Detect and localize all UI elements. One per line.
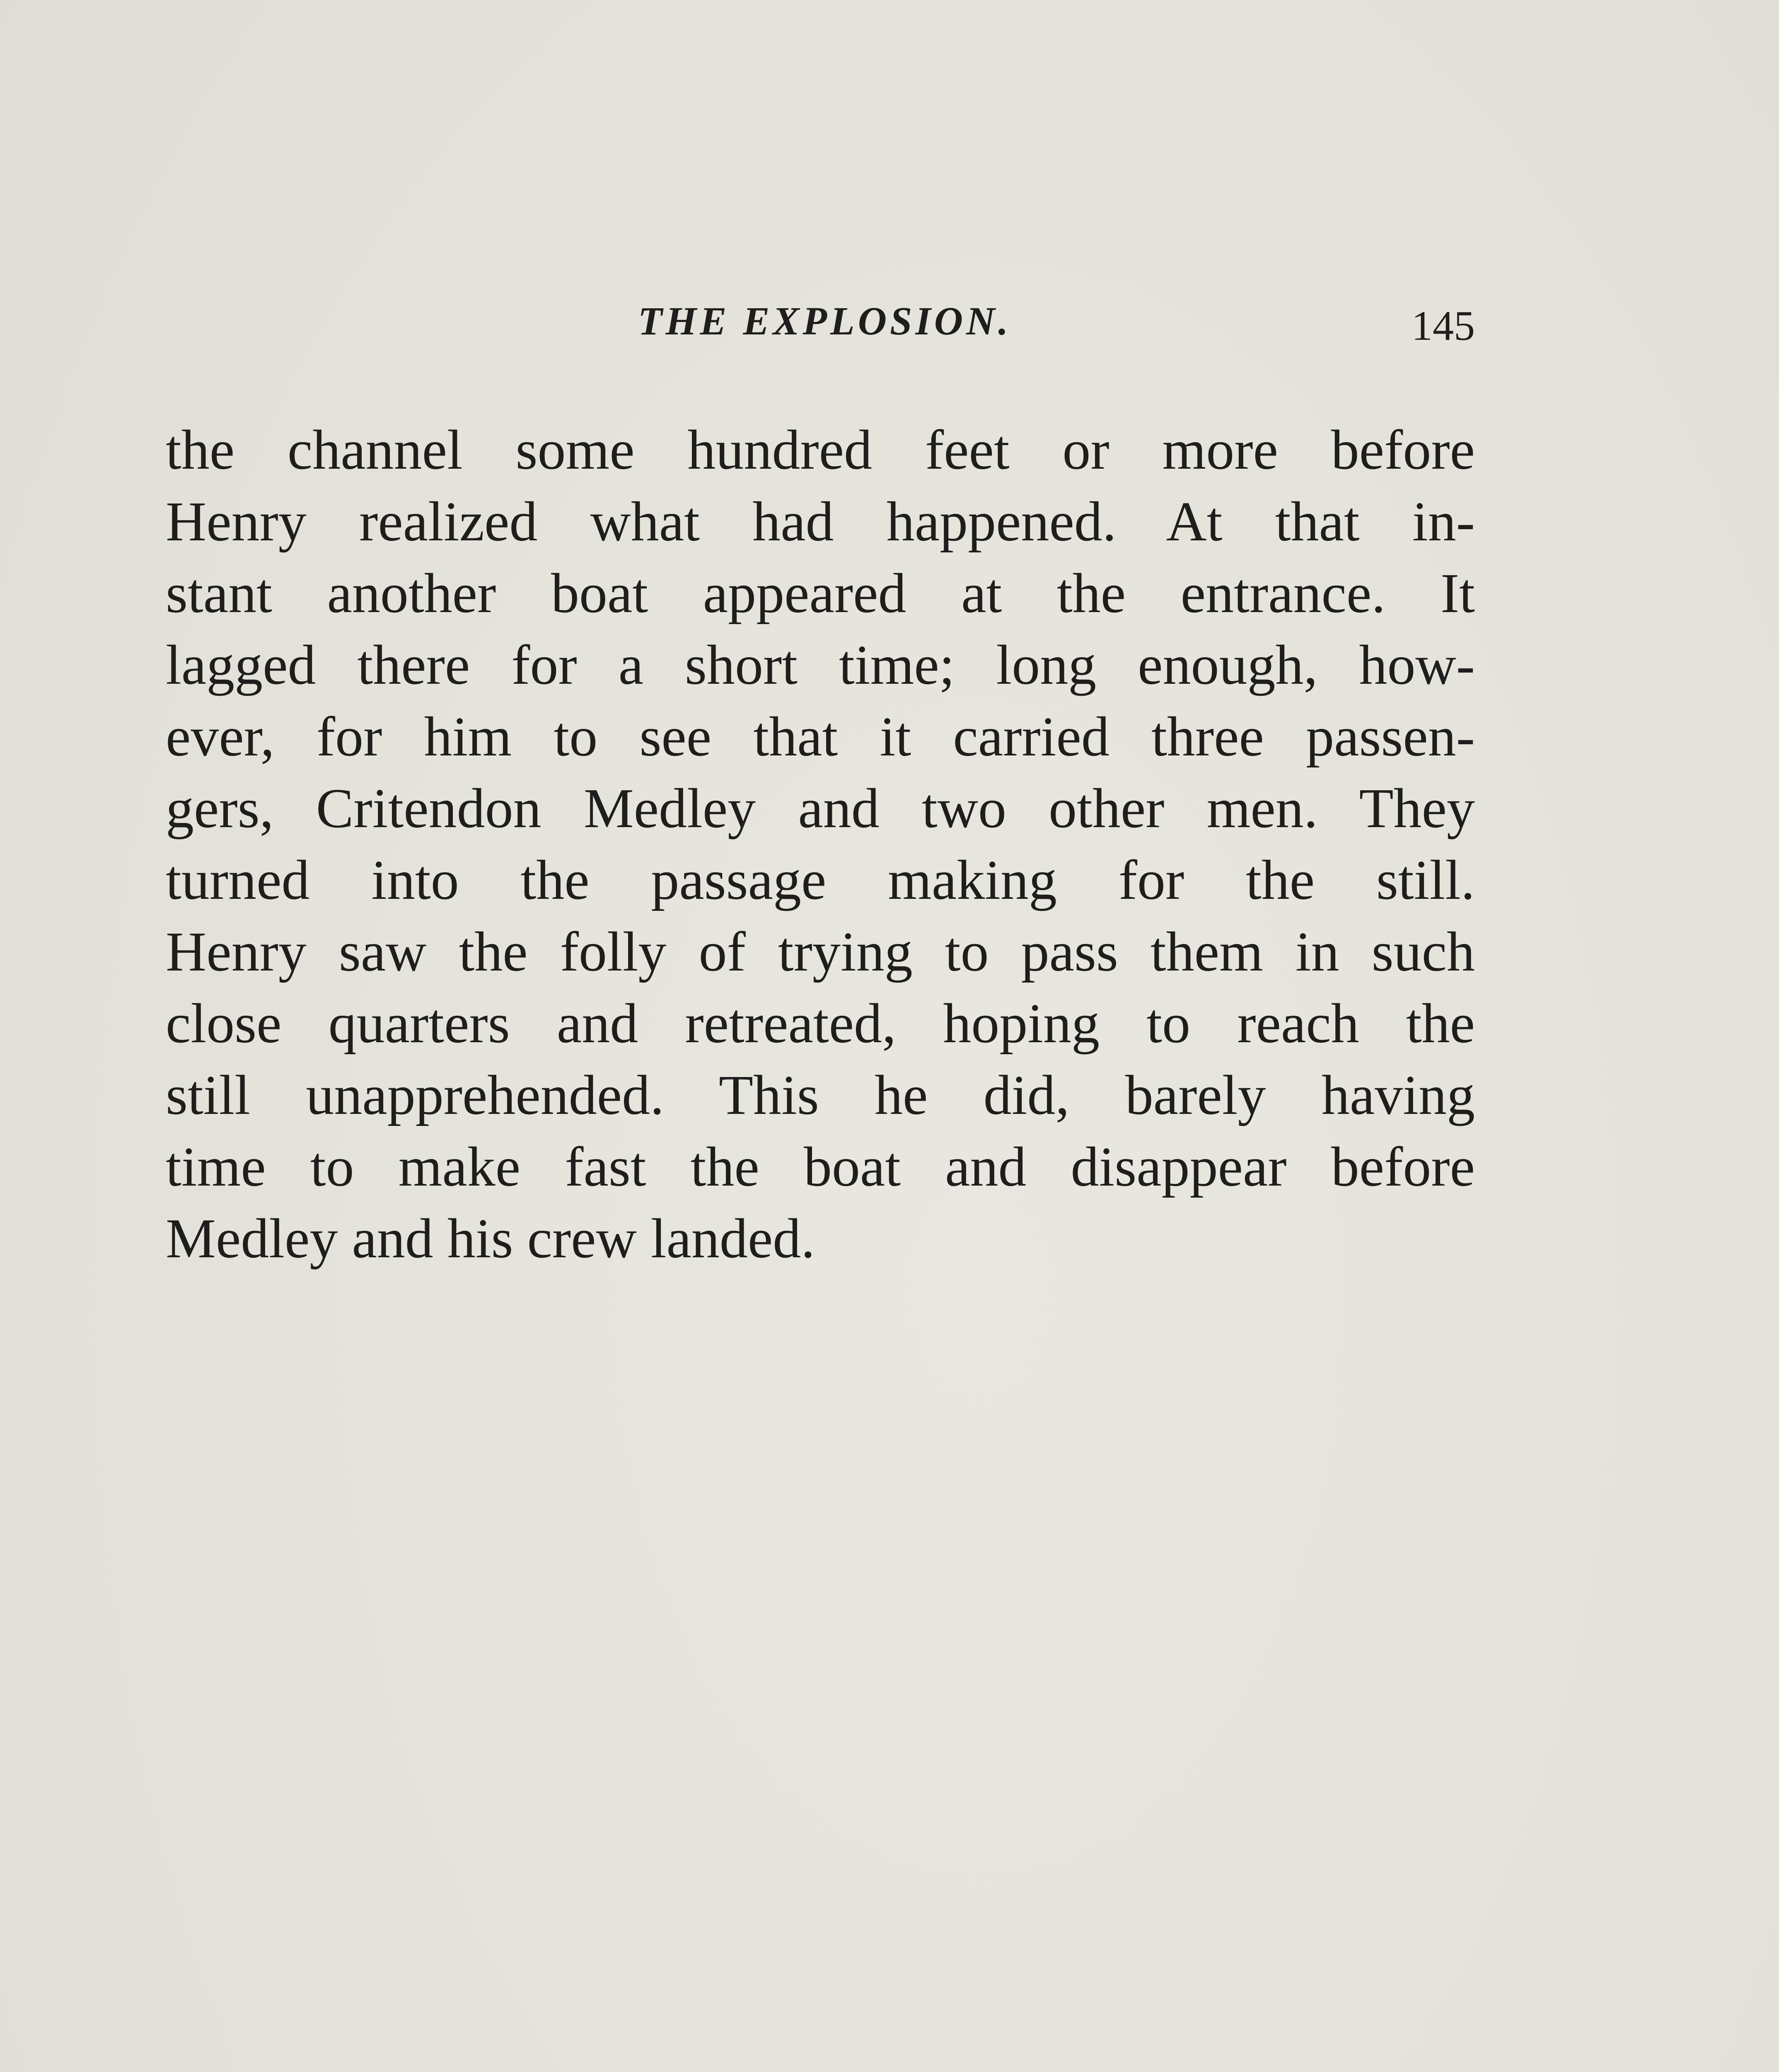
body-paragraph xyxy=(166,414,1475,1275)
running-title: THE EXPLOSION. xyxy=(638,299,1012,343)
text-line: ever, for him to see that it carried three passen- xyxy=(166,706,1475,768)
text-line: turned into the passage making for the still. xyxy=(166,849,1475,911)
text-line: Henry realized what had happened. At that in- xyxy=(166,491,1475,553)
page-number: 145 xyxy=(1412,303,1475,349)
text-line: stant another boat appeared at the entrance. It xyxy=(166,562,1475,625)
running-head xyxy=(166,290,1475,352)
text-line: close quarters and retreated, hoping to reach the xyxy=(166,992,1475,1055)
text-line: the channel some hundred feet or more before xyxy=(166,419,1475,481)
text-line: Medley and his crew landed. xyxy=(166,1208,815,1270)
text-line: gers, Critendon Medley and two other men. They xyxy=(166,777,1475,840)
text-line: Henry saw the folly of trying to pass them in such xyxy=(166,921,1475,983)
text-line: time to make fast the boat and disappear before xyxy=(166,1136,1475,1198)
text-line: still unapprehended. This he did, barely having xyxy=(166,1064,1475,1126)
text-line: lagged there for a short time; long enough, how- xyxy=(166,634,1475,696)
